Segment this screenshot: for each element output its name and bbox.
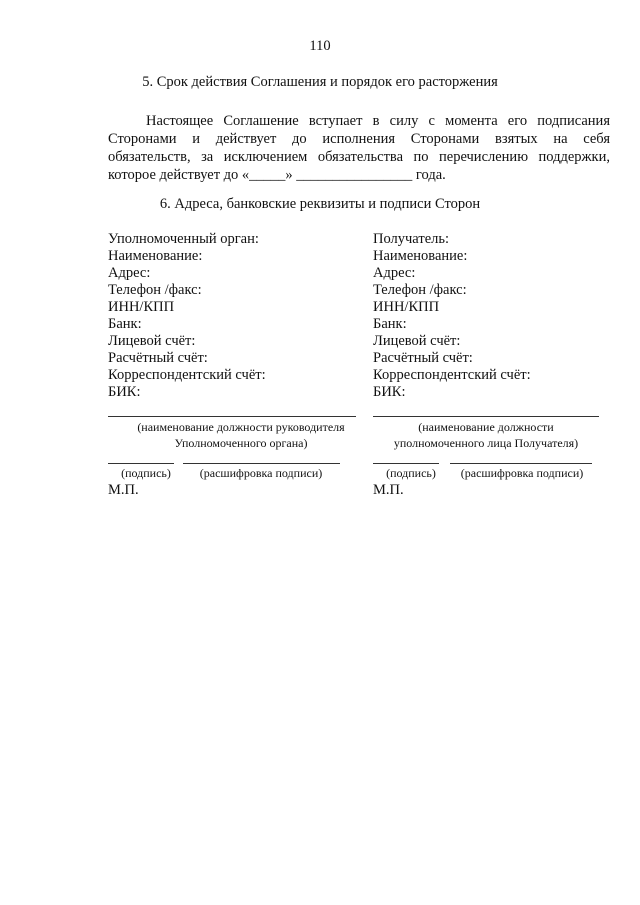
caption-line: уполномоченного лица Получателя) xyxy=(393,436,579,450)
page-number: 110 xyxy=(309,38,331,54)
field-label: ИНН/КПП xyxy=(108,299,175,315)
field-label: Лицевой счёт: xyxy=(108,333,196,349)
field-label: Телефон /факс: xyxy=(108,282,202,298)
right-position-line xyxy=(373,416,599,417)
left-decoding-line xyxy=(183,463,340,464)
right-signature-label: (подпись) xyxy=(386,466,436,480)
right-position-caption xyxy=(373,419,599,451)
recipient-details xyxy=(373,231,603,401)
right-decoding-line xyxy=(450,463,592,464)
field-label: Наименование: xyxy=(108,248,203,264)
field-label: Расчётный счёт: xyxy=(373,350,473,366)
section-5-paragraph xyxy=(108,112,610,184)
field-label: Уполномоченный орган: xyxy=(108,231,259,247)
left-position-line xyxy=(108,416,356,417)
field-label: Расчётный счёт: xyxy=(108,350,208,366)
caption-line: Уполномоченного органа) xyxy=(174,436,308,450)
right-stamp-place: М.П. xyxy=(373,482,404,498)
caption-line: (наименование должности xyxy=(418,420,554,434)
field-label: Корреспондентский счёт: xyxy=(373,367,531,383)
field-label: Адрес: xyxy=(108,265,151,281)
field-label: Банк: xyxy=(373,316,407,332)
field-label: Телефон /факс: xyxy=(373,282,467,298)
paragraph-line: обязательств, за исключением обязательства по перечислению поддержки, xyxy=(108,149,610,165)
field-label: Лицевой счёт: xyxy=(373,333,461,349)
caption-line: (наименование должности руководителя xyxy=(137,420,345,434)
left-stamp-place: М.П. xyxy=(108,482,139,498)
left-decoding-label: (расшифровка подписи) xyxy=(199,466,323,480)
section-6-heading: 6. Адреса, банковские реквизиты и подписи Сторон xyxy=(159,196,481,212)
field-label: Адрес: xyxy=(373,265,416,281)
right-signature-line xyxy=(373,463,439,464)
authorized-body-details xyxy=(108,231,358,401)
paragraph-line: которое действует до «_____» ________________ года. xyxy=(108,167,446,183)
field-label: ИНН/КПП xyxy=(373,299,440,315)
field-label: Корреспондентский счёт: xyxy=(108,367,266,383)
left-position-caption xyxy=(108,419,374,451)
field-label: Наименование: xyxy=(373,248,468,264)
field-label: БИК: xyxy=(108,384,141,400)
paragraph-line: Настоящее Соглашение вступает в силу с момента его подписания xyxy=(146,113,610,129)
field-label: Банк: xyxy=(108,316,142,332)
section-5-heading: 5. Срок действия Соглашения и порядок его расторжения xyxy=(142,74,498,90)
field-label: БИК: xyxy=(373,384,406,400)
right-decoding-label: (расшифровка подписи) xyxy=(460,466,584,480)
paragraph-line: Сторонами и действует до исполнения Сторонами взятых на себя xyxy=(108,131,610,147)
left-signature-line xyxy=(108,463,174,464)
left-signature-label: (подпись) xyxy=(121,466,171,480)
field-label: Получатель: xyxy=(373,231,450,247)
